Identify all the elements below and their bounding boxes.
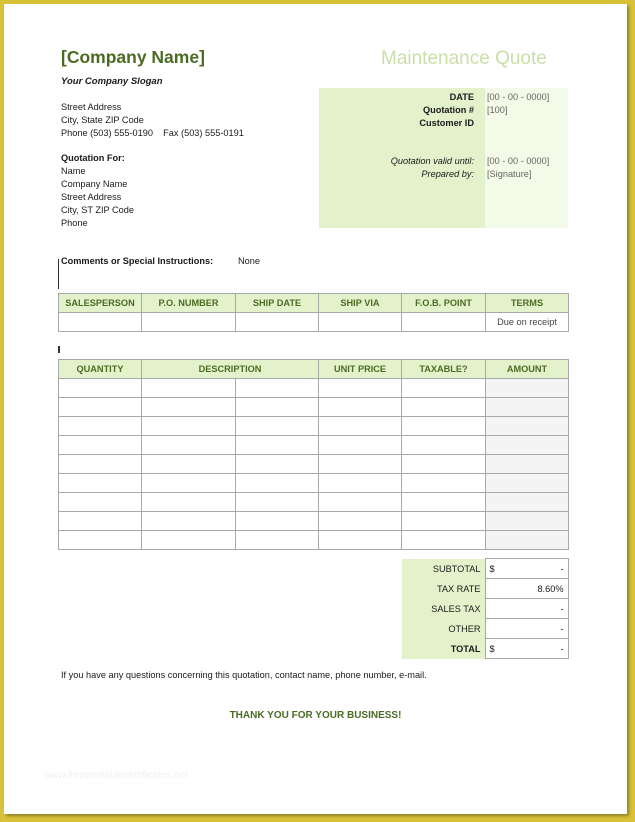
client-city: City, ST ZIP Code (61, 205, 135, 215)
quantity-cell[interactable] (59, 455, 142, 474)
salesperson-cell[interactable] (59, 313, 142, 332)
taxable-header: TAXABLE? (402, 360, 486, 379)
amount-cell[interactable] (486, 512, 569, 531)
customer-id-label: Customer ID (419, 118, 474, 128)
ship-date-cell[interactable] (236, 313, 319, 332)
taxable-cell[interactable] (402, 531, 486, 550)
unit-price-cell[interactable] (319, 474, 402, 493)
fob-point-header: F.O.B. POINT (402, 294, 486, 313)
comments-value[interactable]: None (238, 256, 260, 266)
total-row (402, 639, 568, 659)
unit-price-cell[interactable] (319, 455, 402, 474)
description-cell[interactable] (236, 455, 319, 474)
description-cell[interactable] (236, 531, 319, 550)
line-item-row (59, 398, 569, 417)
watermark-text: www.freeprintablecertificates.net (44, 770, 188, 781)
line-item-row (59, 379, 569, 398)
quantity-cell[interactable] (59, 436, 142, 455)
description-header: DESCRIPTION (142, 360, 319, 379)
quantity-cell[interactable] (59, 417, 142, 436)
contact-note: If you have any questions concerning this quotation, contact name, phone number, e-mail. (61, 670, 427, 680)
amount-cell[interactable] (486, 436, 569, 455)
subtotal-value[interactable] (485, 559, 568, 579)
other-value[interactable]: - (485, 619, 568, 639)
margin-mark (58, 346, 60, 353)
quotation-number-value[interactable]: [100] (487, 105, 508, 115)
description-cell[interactable] (142, 398, 236, 417)
unit-price-cell[interactable] (319, 379, 402, 398)
line-item-row (59, 512, 569, 531)
thank-you-message: THANK YOU FOR YOUR BUSINESS! (229, 710, 402, 721)
date-value[interactable]: [00 - 00 - 0000] (487, 92, 550, 102)
quantity-cell[interactable] (59, 493, 142, 512)
taxable-cell[interactable] (402, 493, 486, 512)
amount-cell[interactable] (486, 379, 569, 398)
date-label: DATE (449, 92, 474, 102)
unit-price-cell[interactable] (319, 531, 402, 550)
po-number-cell[interactable] (142, 313, 236, 332)
totals-table (402, 558, 569, 659)
tax-rate-value[interactable]: 8.60% (485, 579, 568, 599)
quotation-number-label: Quotation # (422, 105, 474, 115)
total-label: TOTAL (402, 639, 485, 659)
valid-until-label: Quotation valid until: (390, 156, 474, 166)
company-address (61, 101, 244, 140)
amount-cell[interactable] (486, 493, 569, 512)
amount-cell[interactable] (486, 398, 569, 417)
company-name: [Company Name] (61, 47, 205, 67)
quantity-cell[interactable] (59, 474, 142, 493)
prepared-by-label: Prepared by: (421, 169, 474, 179)
total-value[interactable] (485, 639, 568, 659)
description-cell[interactable] (236, 512, 319, 531)
quote-page (4, 4, 627, 814)
margin-mark (58, 259, 59, 289)
salesperson-header: SALESPERSON (59, 294, 142, 313)
amount-cell[interactable] (486, 417, 569, 436)
description-cell[interactable] (142, 417, 236, 436)
quantity-cell[interactable] (59, 398, 142, 417)
amount-cell[interactable] (486, 455, 569, 474)
line-item-row (59, 455, 569, 474)
sales-info-table (58, 293, 569, 332)
terms-header: TERMS (486, 294, 569, 313)
ship-via-header: SHIP VIA (319, 294, 402, 313)
line-item-row (59, 493, 569, 512)
description-cell[interactable] (142, 512, 236, 531)
quantity-cell[interactable] (59, 512, 142, 531)
description-cell[interactable] (236, 379, 319, 398)
city-state-zip: City, State ZIP Code (61, 115, 144, 125)
quotation-for-block (61, 152, 134, 230)
description-cell[interactable] (142, 531, 236, 550)
unit-price-cell[interactable] (319, 436, 402, 455)
sales-tax-label: SALES TAX (402, 599, 485, 619)
ship-date-header: SHIP DATE (236, 294, 319, 313)
taxable-cell[interactable] (402, 417, 486, 436)
sales-tax-value[interactable]: - (485, 599, 568, 619)
quotation-for-heading: Quotation For: (61, 153, 125, 163)
line-item-row (59, 531, 569, 550)
description-cell[interactable] (142, 436, 236, 455)
items-header-row (59, 360, 569, 379)
subtotal-row (402, 559, 568, 579)
unit-price-header: UNIT PRICE (319, 360, 402, 379)
client-phone: Phone (61, 218, 88, 228)
terms-cell[interactable]: Due on receipt (486, 313, 569, 332)
taxable-cell[interactable] (402, 436, 486, 455)
other-row (402, 619, 568, 639)
description-cell[interactable] (142, 379, 236, 398)
total-amount: - (560, 643, 564, 654)
description-cell[interactable] (236, 493, 319, 512)
description-cell[interactable] (236, 417, 319, 436)
company-slogan: Your Company Slogan (61, 76, 163, 87)
quantity-cell[interactable] (59, 379, 142, 398)
sales-header-row (59, 294, 569, 313)
sales-tax-row (402, 599, 568, 619)
subtotal-amount: - (560, 563, 564, 574)
valid-until-value[interactable]: [00 - 00 - 0000] (487, 156, 550, 166)
taxable-cell[interactable] (402, 398, 486, 417)
street-address: Street Address (61, 102, 122, 112)
description-cell[interactable] (142, 455, 236, 474)
phone-fax: Phone (503) 555-0190 Fax (503) 555-0191 (61, 128, 244, 138)
unit-price-cell[interactable] (319, 398, 402, 417)
document-title: Maintenance Quote (381, 48, 547, 69)
taxable-cell[interactable] (402, 455, 486, 474)
unit-price-cell[interactable] (319, 493, 402, 512)
tax-rate-label: TAX RATE (402, 579, 485, 599)
description-cell[interactable] (236, 474, 319, 493)
quantity-header: QUANTITY (59, 360, 142, 379)
quote-info-panel (319, 88, 568, 228)
taxable-cell[interactable] (402, 512, 486, 531)
line-item-row (59, 436, 569, 455)
client-name: Name (61, 166, 86, 176)
taxable-cell[interactable] (402, 379, 486, 398)
currency-symbol: $ (489, 643, 495, 654)
amount-cell[interactable] (486, 531, 569, 550)
taxable-cell[interactable] (402, 474, 486, 493)
comments-label: Comments or Special Instructions: (61, 256, 214, 266)
amount-cell[interactable] (486, 474, 569, 493)
sales-value-row (59, 313, 569, 332)
description-cell[interactable] (142, 474, 236, 493)
currency-symbol: $ (489, 563, 495, 574)
line-item-row (59, 417, 569, 436)
unit-price-cell[interactable] (319, 417, 402, 436)
line-items-table (58, 359, 569, 550)
line-item-row (59, 474, 569, 493)
amount-header: AMOUNT (486, 360, 569, 379)
tax-rate-row (402, 579, 568, 599)
description-cell[interactable] (236, 398, 319, 417)
description-cell[interactable] (236, 436, 319, 455)
client-street: Street Address (61, 192, 122, 202)
subtotal-label: SUBTOTAL (402, 559, 485, 579)
other-label: OTHER (402, 619, 485, 639)
prepared-by-value[interactable]: [Signature] (487, 169, 532, 179)
client-company: Company Name (61, 179, 128, 189)
ship-via-cell[interactable] (319, 313, 402, 332)
fob-point-cell[interactable] (402, 313, 486, 332)
po-number-header: P.O. NUMBER (142, 294, 236, 313)
unit-price-cell[interactable] (319, 512, 402, 531)
quantity-cell[interactable] (59, 531, 142, 550)
description-cell[interactable] (142, 493, 236, 512)
